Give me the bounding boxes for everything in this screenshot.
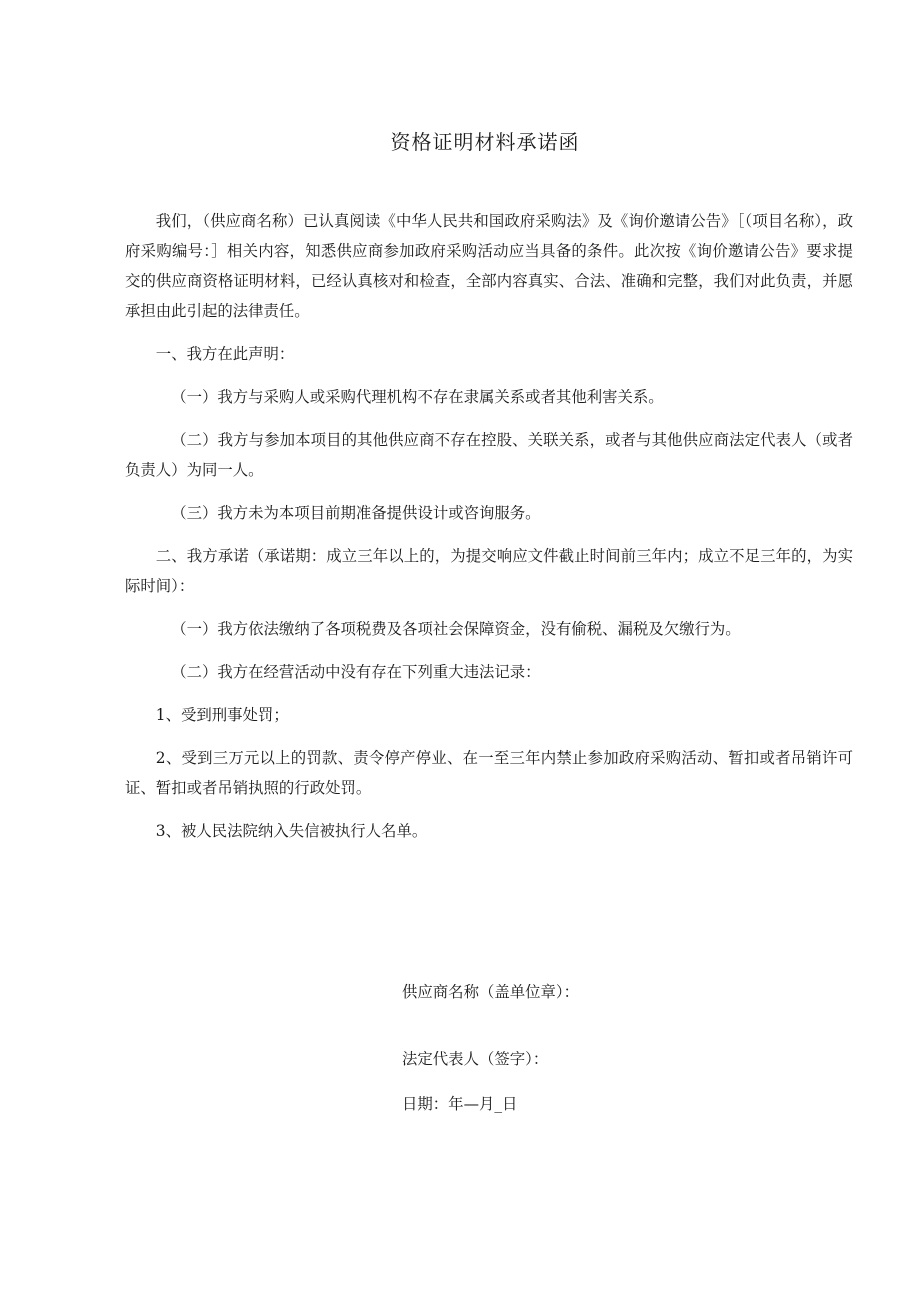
commitment-item-2: （二）我方在经营活动中没有存在下列重大违法记录： xyxy=(171,663,541,681)
violation-item-3: 3、被人民法院纳入失信被执行人名单。 xyxy=(155,822,428,840)
violation-item-1: 1、受到刑事处罚； xyxy=(155,706,289,724)
document-body xyxy=(125,206,853,859)
date-field: 日期：年—月_日 xyxy=(402,1095,518,1113)
violation-item-2: 2、受到三万元以上的罚款、责令停产停业、在一至三年内禁止参加政府采购活动、暂扣或者吊销许可证、暂扣或者吊销执照的行政处罚。 xyxy=(125,749,853,797)
declaration-item-2: （二）我方与参加本项目的其他供应商不存在控股、关联关系，或者与其他供应商法定代表人（或者负责人）为同一人。 xyxy=(125,431,853,479)
supplier-name-field: 供应商名称（盖单位章）： xyxy=(402,983,579,1001)
legal-representative-field: 法定代表人（签字）： xyxy=(402,1050,549,1068)
declaration-item-1: （一）我方与采购人或采购代理机构不存在隶属关系或者其他利害关系。 xyxy=(171,388,664,406)
commitment-item-1: （一）我方依法缴纳了各项税费及各项社会保障资金，没有偷税、漏税及欠缴行为。 xyxy=(171,620,741,638)
intro-paragraph: 我们，（供应商名称）已认真阅读《中华人民共和国政府采购法》及《询价邀请公告》［（项目名称），政府采购编号：］相关内容，知悉供应商参加政府采购活动应当具备的条件。此次按《询价邀请公告》要求提交的供应商资格证明材料，已经认真核对和检查，全部内容真实、合法、准确和完整，我们对此负责，并愿承担由此引起的法律责任。 xyxy=(125,212,853,320)
commitment-heading: 二、我方承诺（承诺期：成立三年以上的，为提交响应文件截止时间前三年内；成立不足三年的，为实际时间）： xyxy=(125,547,853,595)
declaration-item-3: （三）我方未为本项目前期准备提供设计或咨询服务。 xyxy=(171,504,541,522)
document-title: 资格证明材料承诺函 xyxy=(390,130,580,154)
declaration-heading: 一、我方在此声明： xyxy=(155,345,295,363)
